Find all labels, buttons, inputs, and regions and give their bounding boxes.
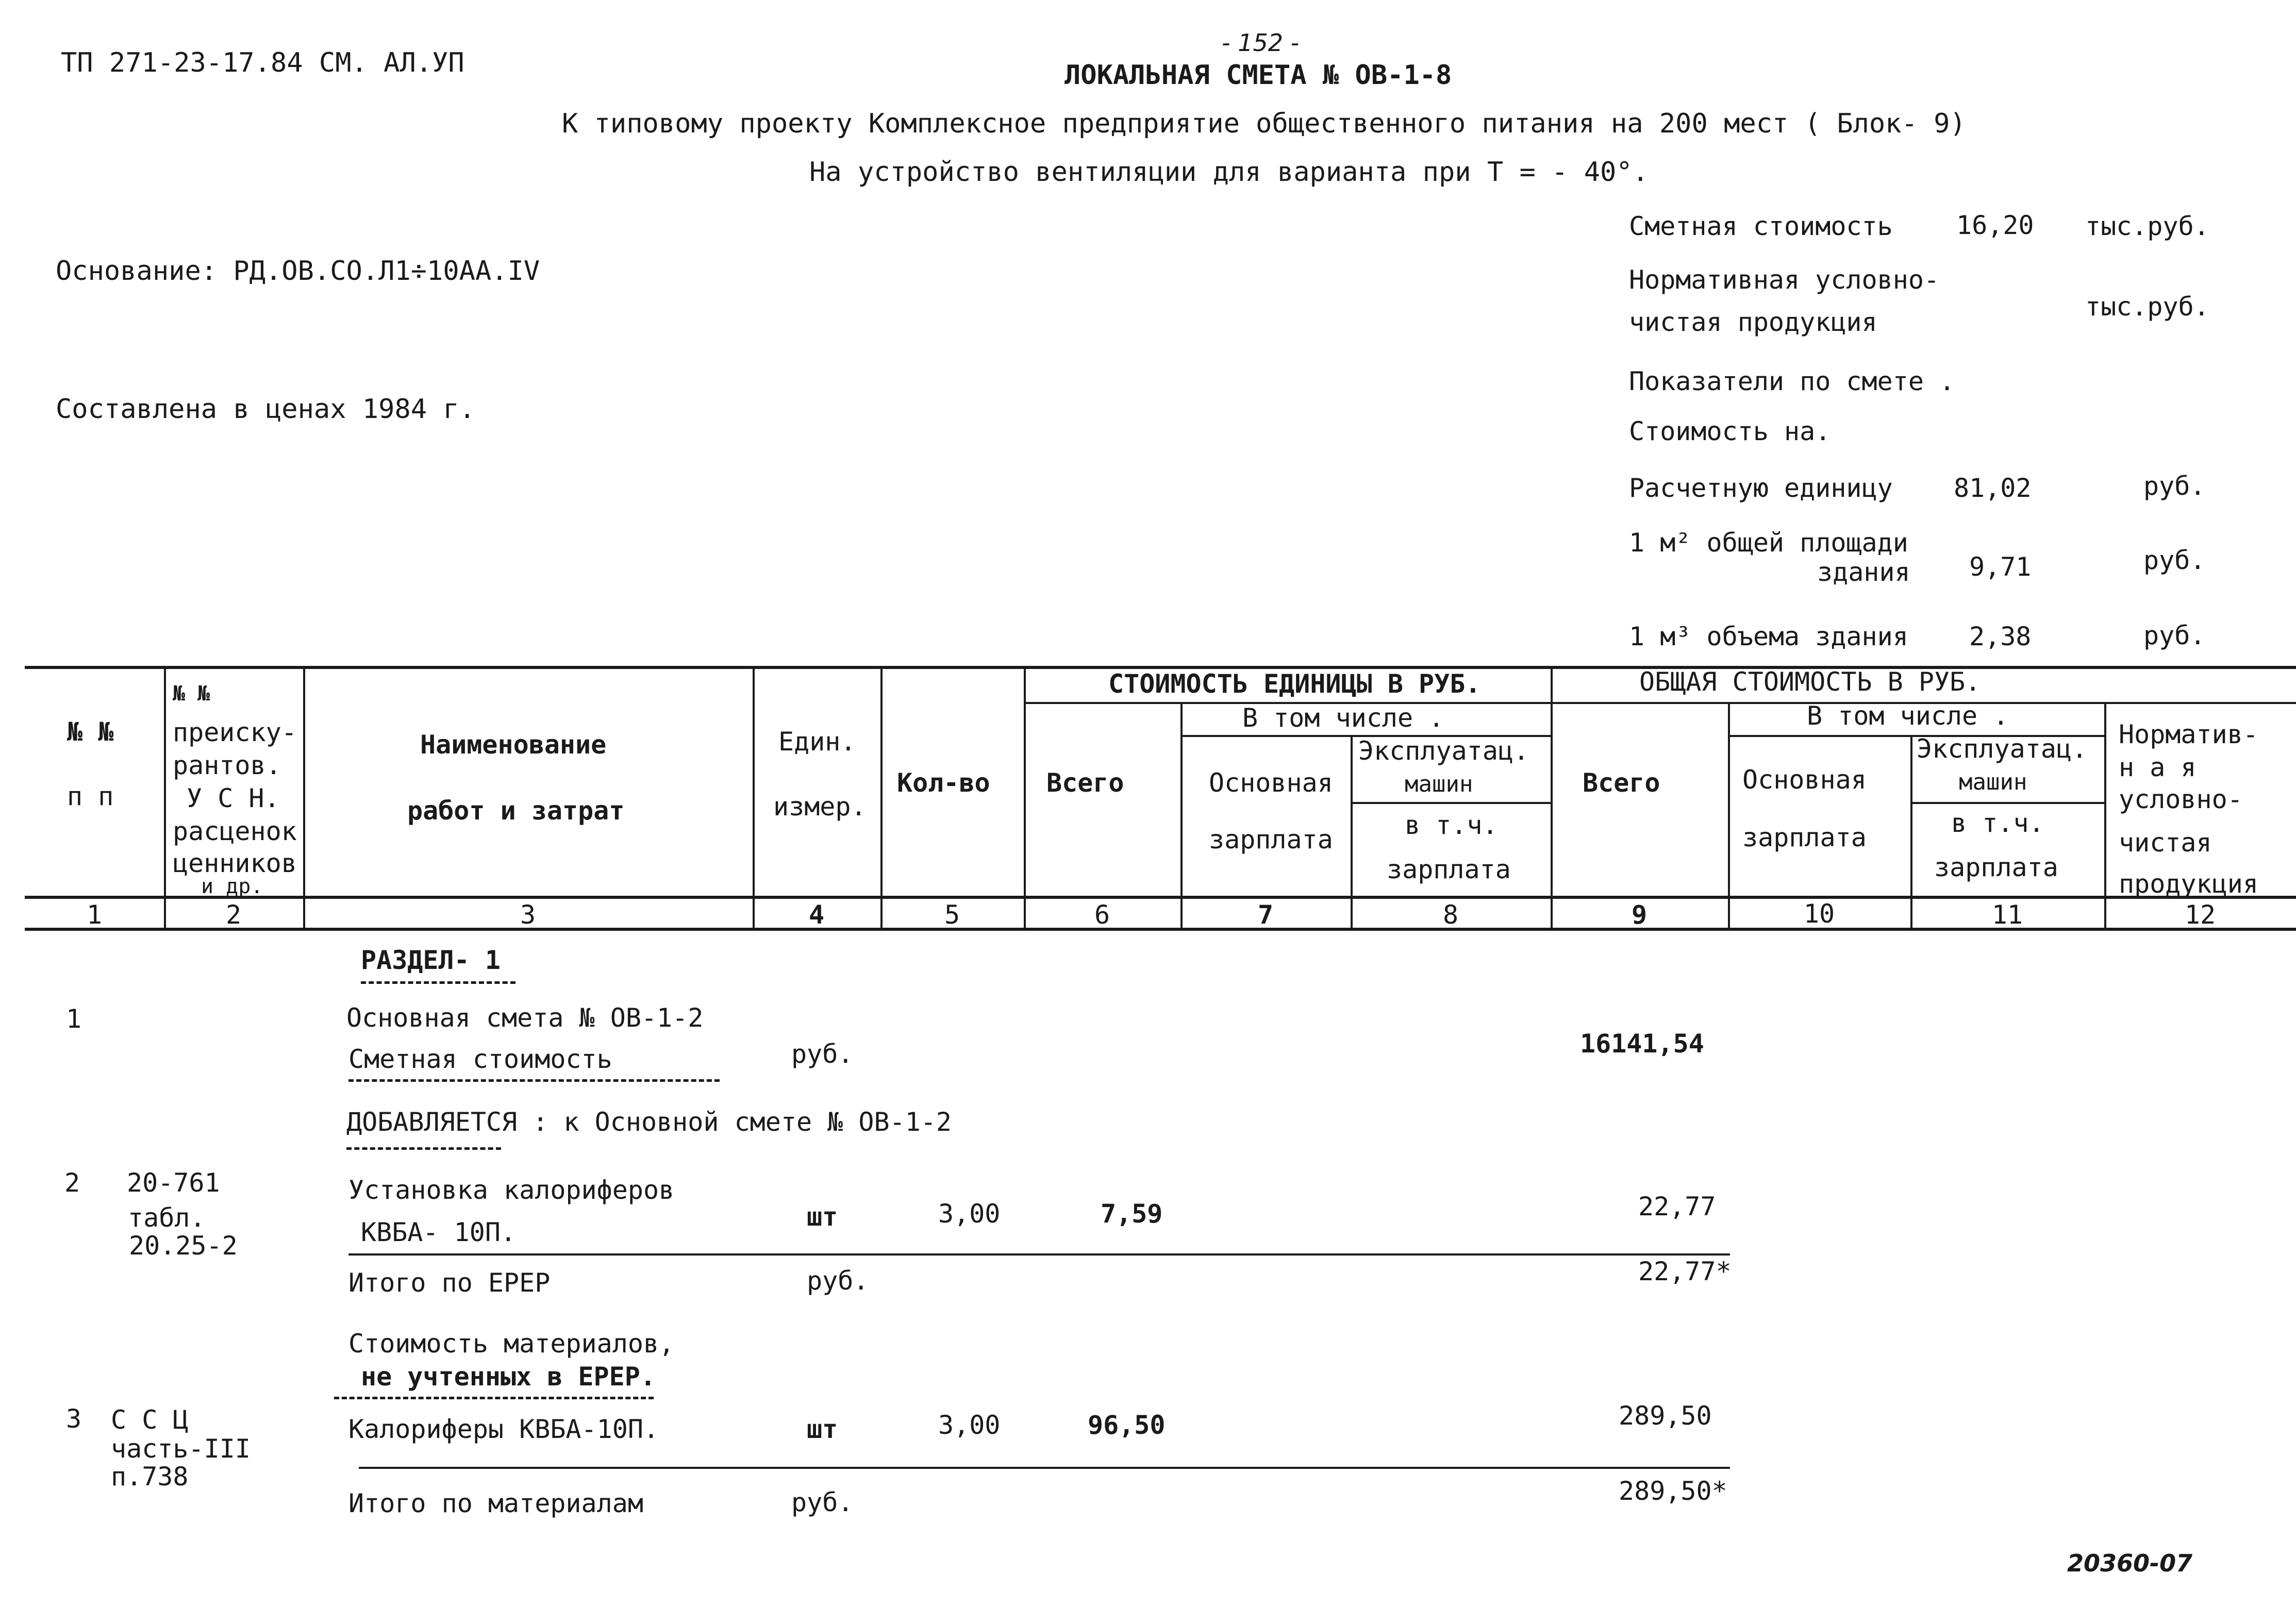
col1-header-top: № № (67, 717, 114, 747)
col12-header-line: Норматив- (2119, 719, 2258, 749)
total-mach-header-2: машин (1959, 769, 2027, 795)
row3-code-line: С С Ц (111, 1405, 189, 1435)
col1-header-bottom: п п (67, 781, 114, 811)
col-number: 1 (86, 900, 103, 930)
summary-cost-value: 16,20 (1956, 210, 2034, 240)
summary-cost-label: Сметная стоимость (1629, 211, 1893, 241)
row3-code-line: п.738 (111, 1462, 189, 1492)
subtotal1-label: Итого по ЕРЕР (348, 1268, 551, 1298)
unit-cost-group-header: СТОИМОСТЬ ЕДИНИЦЫ В РУБ. (1108, 669, 1481, 699)
footer-code: 20360-07 (2067, 1549, 2193, 1577)
summary-area-unit: руб. (2143, 545, 2206, 575)
col-number: 7 (1257, 900, 1274, 930)
subtotal-rule (359, 1467, 1730, 1469)
unit-mach-wage-header-2: зарплата (1387, 855, 1511, 884)
group-rule (1910, 802, 2104, 804)
col4-header-top: Един. (778, 727, 856, 757)
row3-code-line: часть-III (111, 1434, 251, 1464)
col3-header-bottom: работ и затрат (407, 796, 625, 826)
row3-unit: шт (807, 1414, 838, 1444)
row3-name: Калориферы КВБА-10П. (348, 1414, 659, 1444)
section-title: РАЗДЕЛ- 1 (361, 945, 501, 975)
subtotal1-unit: руб. (807, 1266, 869, 1296)
col5-header: Кол-во (897, 768, 990, 798)
col-number: 9 (1631, 900, 1648, 930)
add-underline (346, 1147, 501, 1150)
col12-header-line: продукция (2119, 869, 2258, 899)
prices-line: Составлена в ценах 1984 г. (56, 394, 475, 425)
col2-header-line: преиску- (173, 717, 297, 747)
basis-line: Основание: РД.ОВ.СО.Л1÷10АА.IV (56, 256, 540, 287)
summary-volume-value: 2,38 (1969, 622, 2032, 651)
section-underline (361, 981, 515, 984)
summary-unit-value: 81,02 (1954, 473, 2032, 503)
summary-norm-label-1: Нормативная условно- (1629, 265, 1940, 295)
summary-area-label-1: 1 м² общей площади (1629, 528, 1908, 558)
col2-header-line: и др. (201, 875, 263, 898)
col12-header-line: чистая (2119, 828, 2212, 858)
document-code: ТП 271-23-17.84 СМ. АЛ.УП (61, 47, 464, 78)
col2-header-line: У С Н. (187, 783, 280, 813)
col2-header-line: ценников (173, 848, 297, 878)
summary-volume-label: 1 м³ объема здания (1629, 622, 1908, 651)
total-main-wage-header-1: Основная (1742, 765, 1867, 795)
total-mach-wage-header-1: в т.ч. (1951, 808, 2044, 838)
row2-total: 22,77 (1638, 1192, 1716, 1221)
row2-number: 2 (64, 1168, 80, 1198)
summary-cost-unit: тыс.руб. (2085, 211, 2209, 241)
col-number: 8 (1442, 900, 1459, 930)
row3-qty: 3,00 (938, 1410, 1001, 1440)
col-divider (753, 666, 755, 928)
col-number: 11 (1991, 900, 2023, 930)
col-divider (1551, 666, 1553, 928)
total-main-wage-header-2: зарплата (1742, 823, 1867, 852)
table-bottom-rule (25, 928, 2296, 931)
row2-name-line: КВБА- 10П. (361, 1217, 517, 1247)
col2-header-line: расценок (173, 816, 297, 846)
unit-mach-wage-header-1: в т.ч. (1405, 810, 1498, 840)
row1-total: 16141,54 (1580, 1029, 1704, 1059)
row2-code-line: 20-761 (127, 1168, 220, 1198)
summary-norm-label-2: чистая продукция (1629, 307, 1877, 337)
col-number: 3 (520, 900, 536, 930)
summary-norm-unit: тыс.руб. (2085, 292, 2209, 322)
col12-header-line: условно- (2119, 784, 2243, 814)
subtotal2-unit: руб. (791, 1487, 854, 1517)
unit-all-header: Всего (1046, 768, 1124, 798)
summary-unit-label: Расчетную единицу (1629, 473, 1893, 503)
summary-area-value: 9,71 (1969, 552, 2032, 582)
row2-unit: шт (807, 1202, 838, 1232)
col-number: 12 (2184, 900, 2216, 930)
col-number: 6 (1094, 900, 1110, 930)
col-divider (1351, 735, 1353, 928)
subtotal2-total: 289,50* (1619, 1476, 1727, 1506)
materials-label-line: не учтенных в ЕРЕР. (361, 1362, 656, 1392)
materials-label-line: Стоимость материалов, (348, 1329, 675, 1359)
row2-price: 7,59 (1101, 1199, 1163, 1229)
col-number: 4 (808, 900, 825, 930)
unit-incl-header: В том числе . (1242, 703, 1444, 733)
row1-number: 1 (66, 1004, 82, 1034)
summary-area-label-2: здания (1817, 557, 1910, 587)
row1-name-2: Сметная стоимость (348, 1044, 612, 1074)
col4-header-bottom: измер. (773, 792, 867, 822)
summary-cost-per-label: Стоимость на. (1629, 416, 1831, 446)
add-label: ДОБАВЛЯЕТСЯ : к Основной смете № ОВ-1-2 (346, 1107, 952, 1137)
subtotal2-label: Итого по материалам (348, 1488, 643, 1518)
row2-code-line: 20.25-2 (129, 1231, 238, 1261)
row3-number: 3 (66, 1404, 82, 1434)
col-number: 2 (225, 900, 242, 930)
row3-price: 96,50 (1088, 1410, 1166, 1440)
document-subtitle: К типовому проекту Комплексное предприятие общественного питания на 200 мест ( Блок- 9) (562, 108, 1966, 139)
total-incl-header: В том числе . (1807, 701, 2009, 731)
col-divider (880, 666, 883, 928)
col-divider (164, 666, 166, 928)
table-mid-rule (25, 896, 2296, 899)
unit-main-wage-header-2: зарплата (1209, 825, 1333, 855)
row1-underline (348, 1079, 720, 1082)
col-number: 5 (944, 900, 960, 930)
materials-underline (334, 1397, 654, 1399)
total-cost-group-header: ОБЩАЯ СТОИМОСТЬ В РУБ. (1639, 667, 1981, 697)
col3-header-top: Наименование (420, 730, 607, 760)
total-all-header: Всего (1583, 768, 1660, 798)
summary-volume-unit: руб. (2143, 621, 2206, 650)
row1-name: Основная смета № ОВ-1-2 (346, 1003, 704, 1033)
col2-header-line: № № (173, 682, 210, 706)
col-divider (303, 666, 305, 928)
unit-main-wage-header-1: Основная (1209, 768, 1333, 798)
total-mach-wage-header-2: зарплата (1934, 852, 2058, 882)
unit-mach-header-2: машин (1405, 771, 1473, 797)
group-rule (1024, 702, 2296, 704)
row2-code-line: табл. (128, 1203, 206, 1233)
summary-indicators-label: Показатели по смете . (1629, 366, 1955, 396)
row3-total: 289,50 (1619, 1401, 1712, 1431)
col-divider (1910, 735, 1912, 928)
document-title: ЛОКАЛЬНАЯ СМЕТА № ОВ-1-8 (1064, 60, 1452, 91)
unit-mach-header-1: Эксплуатац. (1358, 736, 1529, 766)
group-rule (1351, 802, 1551, 804)
row1-unit: руб. (791, 1039, 854, 1069)
page-number: - 152 - (1222, 29, 1300, 57)
row2-qty: 3,00 (938, 1199, 1001, 1229)
col12-header-line: н а я (2119, 752, 2197, 782)
subtotal-rule (348, 1253, 1730, 1256)
col-divider (2104, 702, 2106, 928)
summary-unit-unit: руб. (2143, 471, 2206, 501)
document-purpose: На устройство вентиляции для варианта при Т = - 40°. (809, 157, 1649, 188)
col-number: 10 (1803, 899, 1835, 929)
col2-header-line: рантов. (173, 750, 281, 780)
total-mach-header-1: Эксплуатац. (1917, 734, 2088, 764)
row2-name-line: Установка калориферов (348, 1175, 675, 1205)
col-divider (1024, 666, 1026, 928)
subtotal1-total: 22,77* (1638, 1257, 1732, 1286)
